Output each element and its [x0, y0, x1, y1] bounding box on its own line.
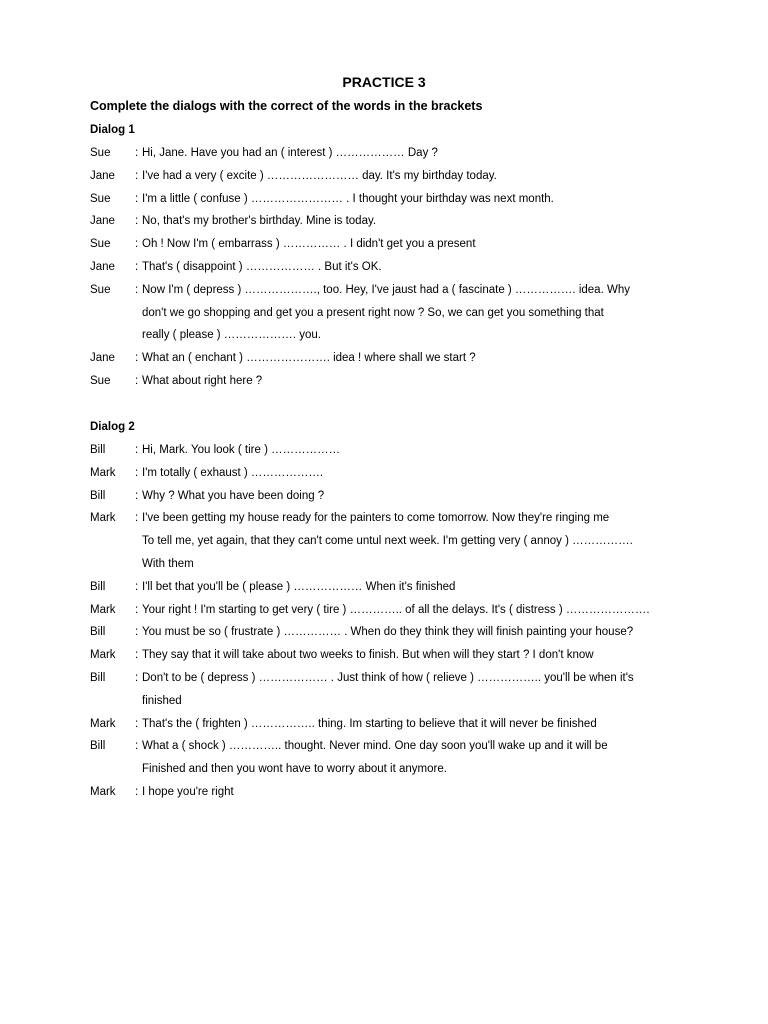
- speaker-colon: :: [135, 786, 139, 798]
- speaker-colon: :: [135, 169, 139, 182]
- dialog-text-continuation: finished: [142, 694, 182, 707]
- dialog-text: I'm totally ( exhaust ) ……………….: [142, 466, 324, 479]
- speaker-name: Bill: [90, 580, 106, 593]
- speaker-colon: :: [135, 215, 139, 228]
- dialog-text: No, that's my brother's birthday. Mine is today.: [142, 215, 377, 228]
- dialog-text: What a ( shock ) ………….. thought. Never mind. One day soon you'll wake up and it will be: [142, 740, 608, 753]
- speaker-colon: :: [135, 512, 139, 525]
- dialog-text: Hi, Jane. Have you had an ( interest ) ……………… Day ?: [142, 147, 438, 159]
- dialog-text: Hi, Mark. You look ( tire ) ………………: [142, 444, 341, 456]
- dialog-text: What about right here ?: [142, 375, 263, 387]
- dialog-text: Now I'm ( depress ) ………………., too. Hey, I've jaust had a ( fascinate ) ……………. idea. Why: [142, 283, 630, 296]
- dialog-text: Your right ! I'm starting to get very ( tire ) ………….. of all the delays. It's ( distress ) ………………….: [142, 603, 650, 616]
- dialog-text: What an ( enchant ) …………………. idea ! where shall we start ?: [142, 352, 476, 365]
- speaker-name: Mark: [90, 466, 116, 479]
- speaker-name: Sue: [90, 238, 111, 251]
- speaker-name: Bill: [90, 672, 106, 684]
- dialog-text: I hope you're right: [142, 786, 234, 798]
- speaker-colon: :: [135, 580, 139, 593]
- speaker-colon: :: [135, 489, 139, 502]
- speaker-colon: :: [135, 261, 139, 273]
- speaker-name: Bill: [90, 740, 106, 753]
- dialog-text: That's the ( frighten ) …………….. thing. Im starting to believe that it will never be finished: [142, 717, 597, 730]
- speaker-name: Jane: [90, 261, 115, 273]
- speaker-name: Sue: [90, 283, 111, 296]
- speaker-name: Sue: [90, 375, 111, 387]
- dialog-text: I've had a very ( excite ) …………………… day. It's my birthday today.: [142, 169, 497, 182]
- speaker-colon: :: [135, 147, 139, 159]
- speaker-colon: :: [135, 649, 139, 662]
- speaker-name: Jane: [90, 215, 115, 228]
- dialog-text: Don't to be ( depress ) ……………… . Just think of how ( relieve ) …………….. you'll be when it's: [142, 672, 634, 684]
- speaker-name: Mark: [90, 649, 116, 662]
- speaker-name: Mark: [90, 603, 116, 616]
- speaker-colon: :: [135, 444, 139, 456]
- speaker-colon: :: [135, 283, 139, 296]
- dialog-text: They say that it will take about two weeks to finish. But when will they start ? I don't know: [142, 649, 594, 662]
- page-title: PRACTICE 3: [342, 74, 426, 90]
- dialog-text: Why ? What you have been doing ?: [142, 489, 325, 502]
- speaker-name: Sue: [90, 192, 111, 205]
- dialog-text-continuation: don't we go shopping and get you a present right now ? So, we can get you something that: [142, 306, 604, 319]
- speaker-colon: :: [135, 375, 139, 387]
- instruction-text: Complete the dialogs with the correct of the words in the brackets: [90, 99, 483, 113]
- speaker-colon: :: [135, 603, 139, 616]
- speaker-colon: :: [135, 672, 139, 684]
- dialog-heading: Dialog 2: [90, 421, 135, 433]
- speaker-name: Sue: [90, 147, 111, 159]
- speaker-colon: :: [135, 740, 139, 753]
- speaker-colon: :: [135, 466, 139, 479]
- dialog-text: I'll bet that you'll be ( please ) ……………… When it's finished: [142, 580, 456, 593]
- speaker-colon: :: [135, 238, 139, 251]
- dialog-heading: Dialog 1: [90, 124, 135, 136]
- speaker-colon: :: [135, 626, 139, 639]
- speaker-name: Jane: [90, 352, 115, 365]
- speaker-colon: :: [135, 352, 139, 365]
- dialog-text: You must be so ( frustrate ) …………… . When do they think they will finish painting your house?: [142, 626, 634, 639]
- speaker-name: Bill: [90, 489, 106, 502]
- dialog-text: That's ( disappoint ) ……………… . But it's OK.: [142, 261, 382, 273]
- speaker-name: Mark: [90, 512, 116, 525]
- speaker-colon: :: [135, 717, 139, 730]
- speaker-name: Bill: [90, 444, 106, 456]
- speaker-name: Mark: [90, 786, 116, 798]
- speaker-name: Bill: [90, 626, 106, 639]
- dialog-text-continuation: Finished and then you wont have to worry about it anymore.: [142, 763, 447, 776]
- dialog-text-continuation: With them: [142, 558, 194, 570]
- speaker-colon: :: [135, 192, 139, 205]
- dialog-text: Oh ! Now I'm ( embarrass ) …………… . I didn't get you a present: [142, 238, 476, 251]
- speaker-name: Mark: [90, 717, 116, 730]
- dialog-text: I'm a little ( confuse ) …………………… . I thought your birthday was next month.: [142, 192, 554, 205]
- dialog-text-continuation: To tell me, yet again, that they can't come untul next week. I'm getting very ( annoy ) …………….: [142, 535, 633, 548]
- dialog-text-continuation: really ( please ) ………………. you.: [142, 329, 321, 342]
- speaker-name: Jane: [90, 169, 115, 182]
- dialog-text: I've been getting my house ready for the painters to come tomorrow. Now they're ringing me: [142, 512, 610, 525]
